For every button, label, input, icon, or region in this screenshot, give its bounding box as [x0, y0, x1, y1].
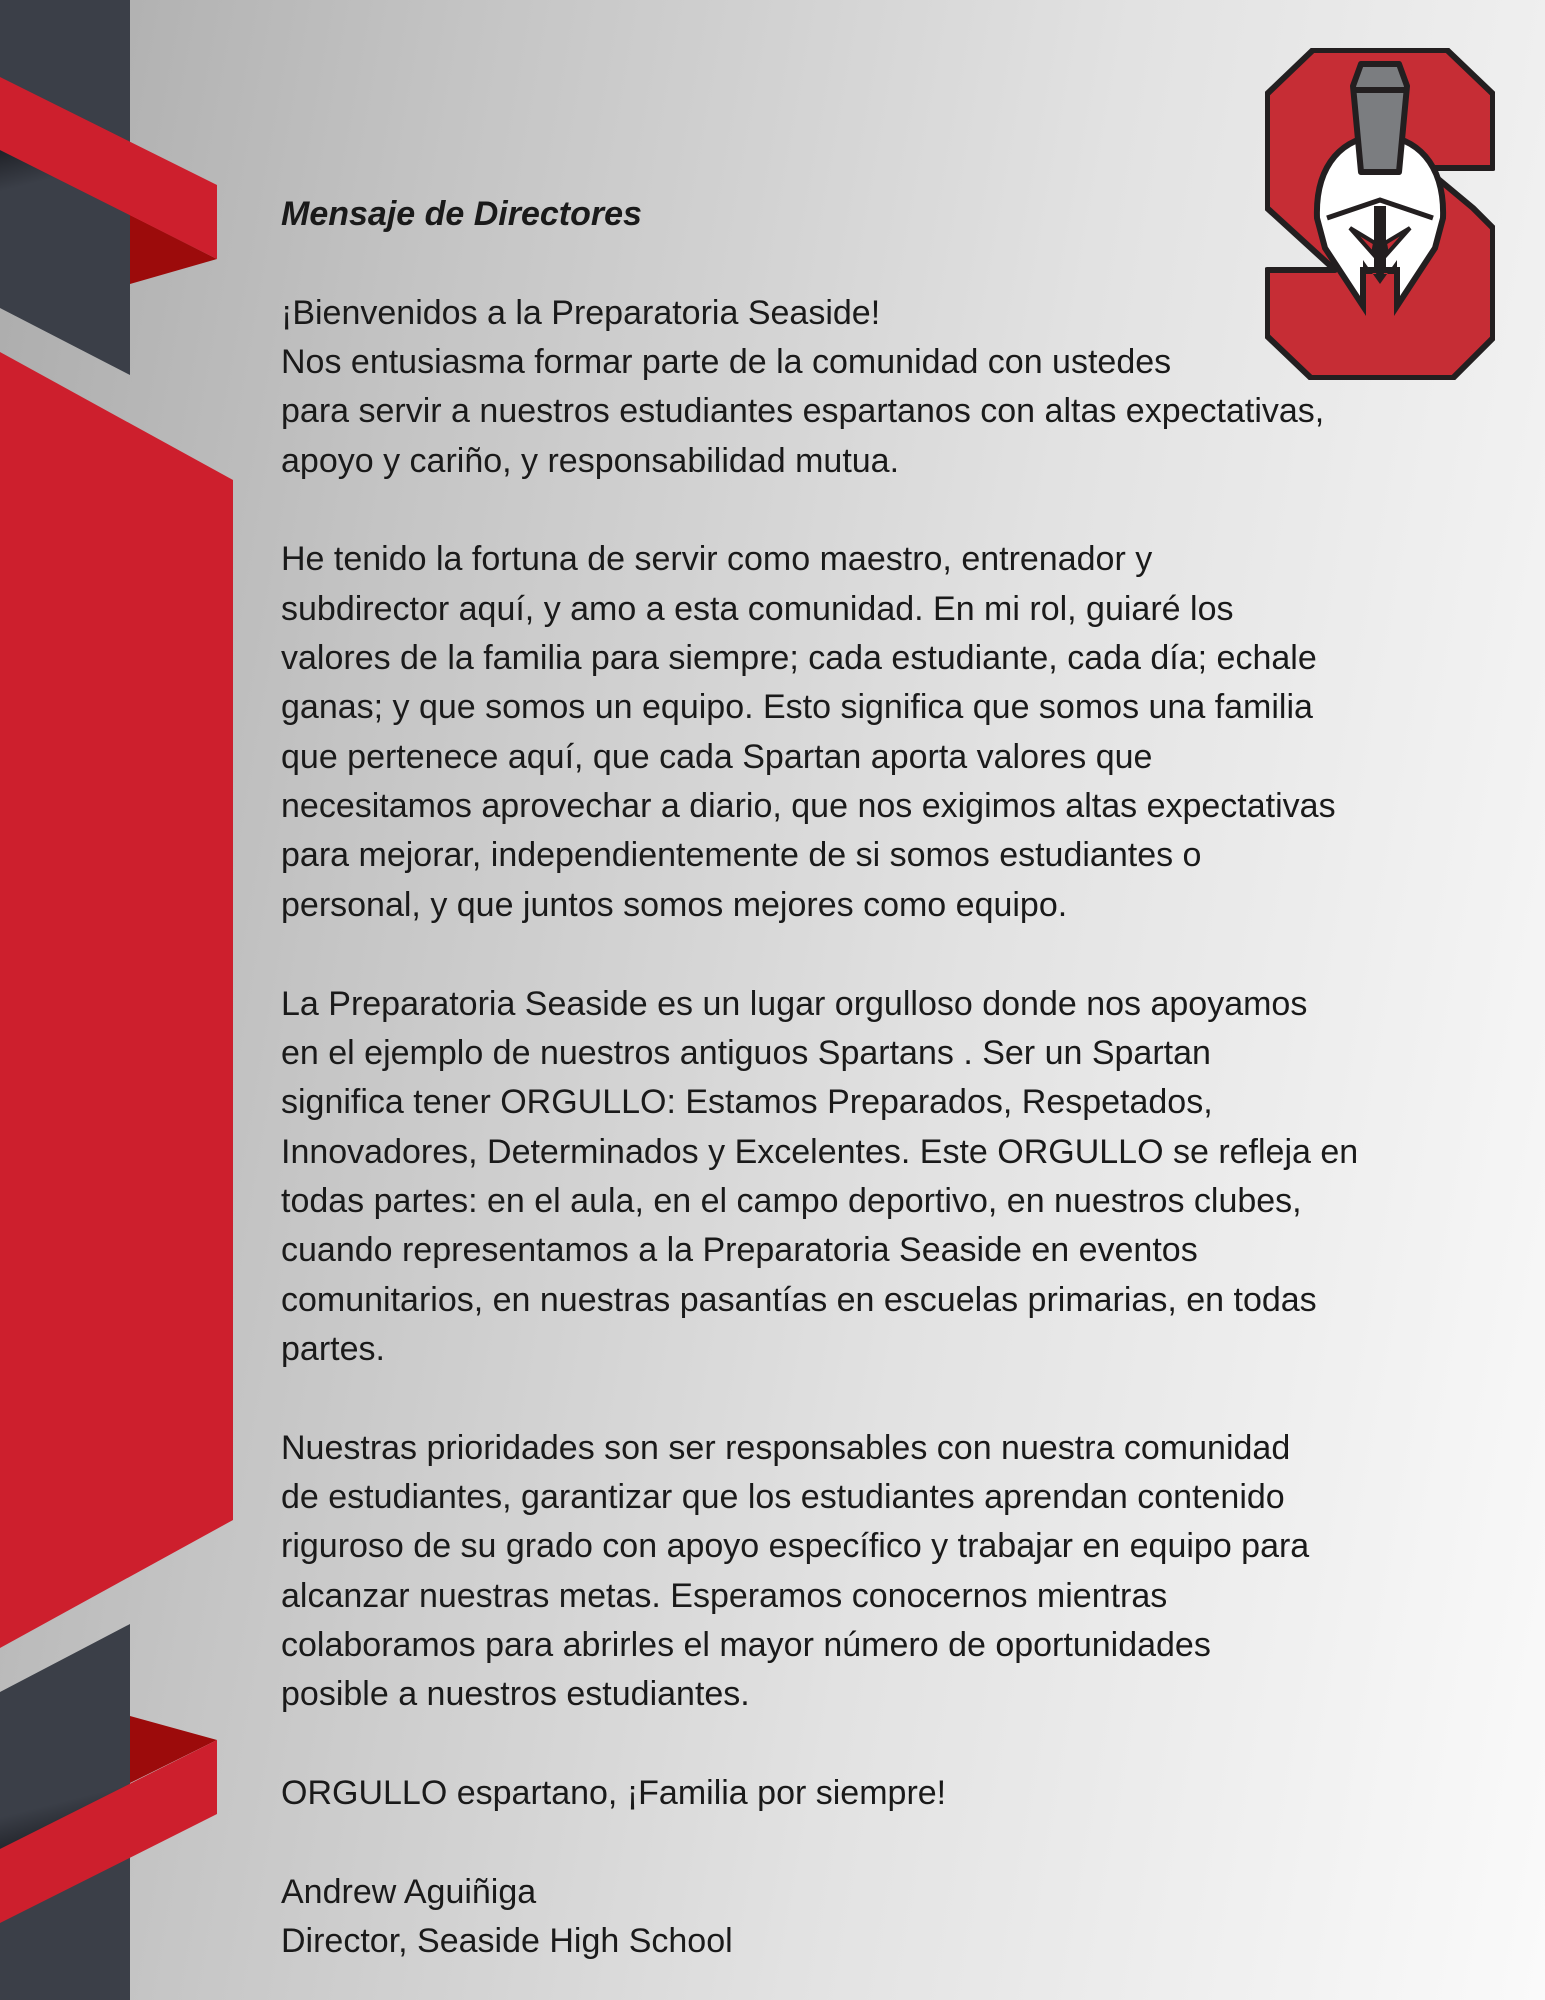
letter-line: Innovadores, Determinados y Excelentes. Este ORGULLO se refleja en [281, 1132, 1359, 1171]
letter-line: riguroso de su grado con apoyo específico y trabajar en equipo para [281, 1527, 1310, 1566]
letter-line: Nos entusiasma formar parte de la comunidad con ustedes [281, 343, 1172, 382]
center-red-panel [0, 352, 233, 1648]
letter-line: significa tener ORGULLO: Estamos Preparados, Respetados, [281, 1083, 1213, 1122]
blank-line [281, 1720, 1358, 1769]
letter-line: personal, y que juntos somos mejores como equipo. [281, 885, 1068, 924]
letter-line: de estudiantes, garantizar que los estudiantes aprendan contenido [281, 1477, 1285, 1516]
letter-line: He tenido la fortuna de servir como maestro, entrenador y [281, 540, 1153, 579]
letter-line: valores de la familia para siempre; cada estudiante, cada día; echale [281, 639, 1317, 678]
side-decoration [0, 0, 300, 2000]
blank-line [281, 1374, 1358, 1423]
letter-body [281, 239, 1358, 1966]
letter-line: partes. [281, 1329, 385, 1368]
letter-line: necesitamos aprovechar a diario, que nos exigimos altas expectativas [281, 787, 1336, 826]
letter-line: ganas; y que somos un equipo. Esto significa que somos una familia [281, 688, 1313, 727]
letter-line: cuando representamos a la Preparatoria Seaside en eventos [281, 1231, 1198, 1270]
blank-line [281, 239, 1358, 288]
letter-line: ¡Bienvenidos a la Preparatoria Seaside! [281, 293, 881, 332]
letter-line: comunitarios, en nuestras pasantías en escuelas primarias, en todas [281, 1280, 1317, 1319]
letter-heading: Mensaje de Directores [281, 195, 642, 233]
blank-line [281, 486, 1358, 535]
letter-line: posible a nuestros estudiantes. [281, 1675, 750, 1714]
letter-line: Andrew Aguiñiga [281, 1872, 537, 1911]
letter-line: apoyo y cariño, y responsabilidad mutua. [281, 441, 900, 480]
letter-line: ORGULLO espartano, ¡Familia por siempre! [281, 1774, 947, 1812]
letter-line: para servir a nuestros estudiantes espartanos con altas expectativas, [281, 392, 1325, 431]
letter-line: Nuestras prioridades son ser responsables con nuestra comunidad [281, 1428, 1291, 1467]
letter-line: en el ejemplo de nuestros antiguos Spartans . Ser un Spartan [281, 1033, 1211, 1072]
letter-line: que pertenece aquí, que cada Spartan aporta valores que [281, 737, 1153, 776]
letter-line: todas partes: en el aula, en el campo deportivo, en nuestros clubes, [281, 1181, 1302, 1220]
letter-line: subdirector aquí, y amo a esta comunidad. En mi rol, guiaré los [281, 589, 1234, 628]
letter-line: para mejorar, independientemente de si somos estudiantes o [281, 836, 1202, 875]
letter-line: La Preparatoria Seaside es un lugar orgulloso donde nos apoyamos [281, 984, 1308, 1023]
letter-line: Director, Seaside High School [281, 1922, 733, 1961]
blank-line [281, 1818, 1358, 1867]
blank-line [281, 930, 1358, 979]
letter-line: alcanzar nuestras metas. Esperamos conocernos mientras [281, 1576, 1168, 1615]
principal-letter [281, 190, 1358, 1966]
letter-line: colaboramos para abrirles el mayor número de oportunidades [281, 1625, 1211, 1664]
